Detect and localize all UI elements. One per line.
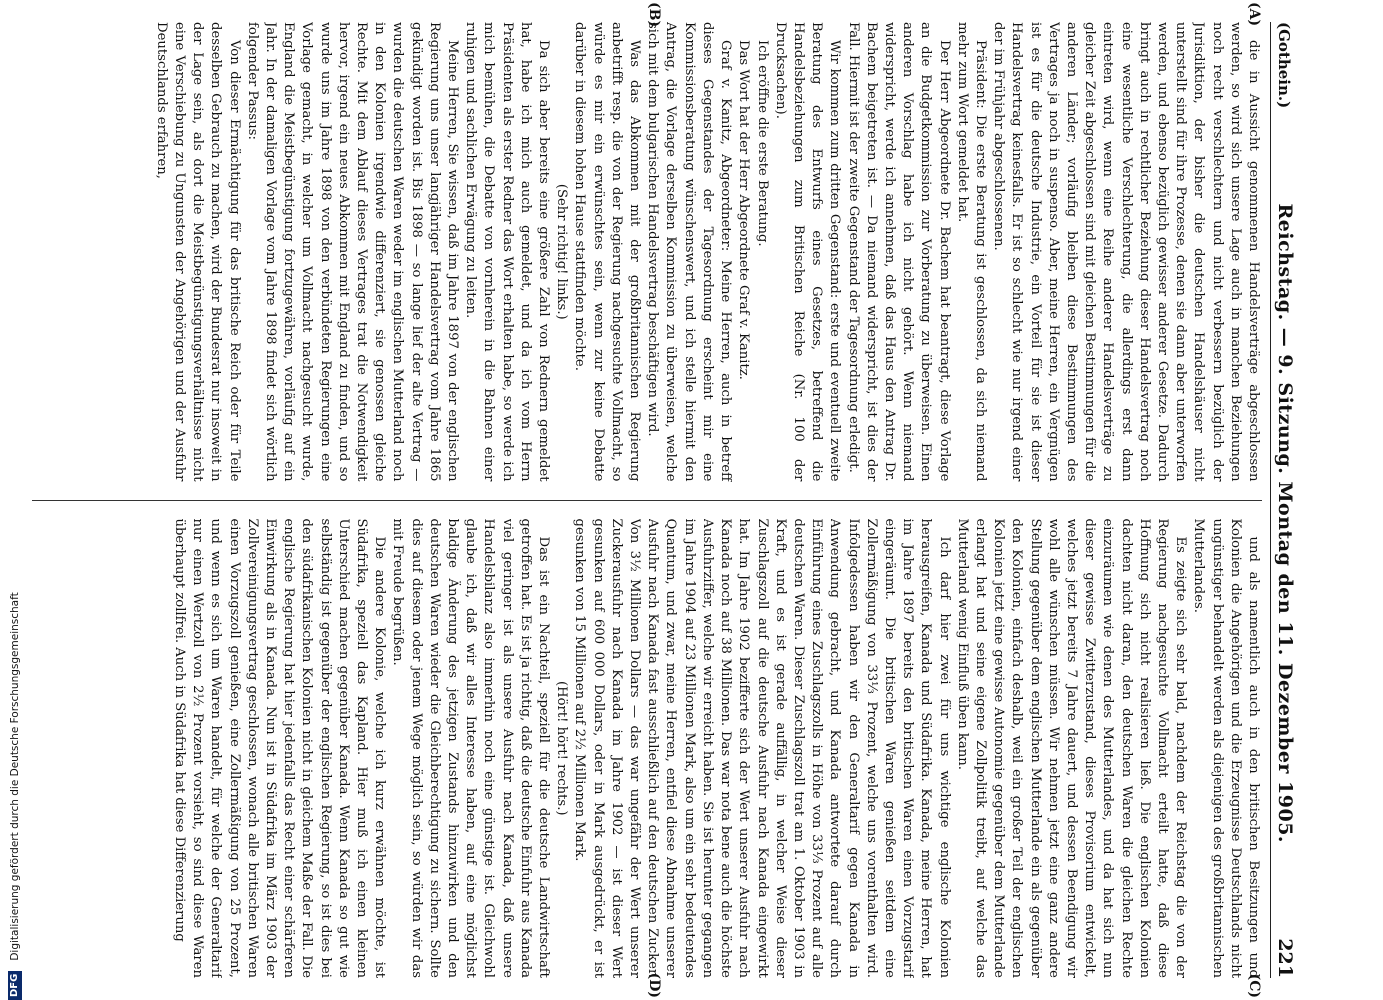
left-column [32, 22, 1262, 482]
left-column-paragraph: Meine Herren, Sie wissen, daß im Jahre 1897 von der englischen Regierung uns unser langjähriger Handelsvertrag vom Jahre 1865 gekündigt worden ist. Bis 1898 — so lange lief der alte Vertrag — wurden die deutschen Waren weder im englischen Mutterland noch in den Kolonien irgendwie differenziert, sie genossen gleiche Rechte. Mit dem Ablauf dieses Vertrages trat die Notwendigkeit hervor, irgend ein neues Abkommen mit England zu finden, und so wurde uns im Jahre 1898 von den verbündeten Regierungen eine Vorlage gemacht, in welcher um Vollmacht nachgesucht wurde, England die Meistbegünstigung fortzugewähren, vorläufig auf ein Jahr. In der damaligen Vorlage vom Jahre 1898 findet sich wörtlich folgender Passus: [244, 22, 461, 482]
right-column-paragraph: Es zeigte sich sehr bald, nachdem der Reichstag die von der Regierung nachgesuchte Vollmacht erteilt hatte, daß diese Hoffnung sich nicht realisieren ließ. Die englischen Kolonien dachten nicht daran, den deutschen Waren die gleichen Rechte einzuräumen wie denen des Mutterlandes, und da hat sich nun dieser gewisse Zwitterzustand, dieses Provisorium entwickelt, welches jetzt bereits 7 Jahre dauert, und dessen Beendigung wir wohl alle wünschen müssen. Wir nehmen jetzt eine ganz andere Stellung gegenüber dem englischen Mutterlande ein als gegenüber den Kolonien, einfach deshalb, weil ein großer Teil der englischen Kolonien jetzt eine gewisse Autonomie gegenüber dem Mutterlande erlangt hat und seine eigene Zollpolitik treibt, auf welche das Mutterland wenig Einfluß üben kann. [954, 518, 1189, 978]
left-column-paragraph: Was das Abkommen mit der großbritannischen Regierung anbetrifft resp. die von der Regierung nachgesuchte Vollmacht, so würde es mir ein erwünschtes sein, wenn zur keine Debatte darüber in diesem hohen Hause stattfinden möchte. [572, 22, 643, 482]
page-title: Reichstag. — 9. Sitzung. Montag den 11. Dezember 1905. [1274, 203, 1296, 844]
right-column-paragraph: und als namentlich auch in den britischen Besitzungen und Kolonien die Angehörigen und die Erzeugnisse Deutschlands nicht ungünstiger behandelt werden als diejenigen des großbritannischen Mutterlandes. [1191, 518, 1261, 978]
document-page [10, 0, 1310, 1000]
dfg-logo: DFG [8, 971, 22, 1000]
left-column-paragraph: Da sich aber bereits eine größere Zahl von Rednern gemeldet hat, habe ich mich auch gemeldet, und da ich vom Herrn Präsidenten als erster Redner das Wort erhalten habe, so werde ich mich bemühen, die Debatte von vornherein in die Bahnen einer ruhigen und sachlichen Erwägung zu leiten. [463, 22, 552, 482]
speaker-label: (Gothein.) [1275, 22, 1293, 109]
footer-text: Digitalisierung gefördert durch die Deutsche Forschungsgemeinschaft [9, 592, 21, 961]
text-columns [32, 2, 1262, 998]
right-column-paragraph: Die andere Kolonie, welche ich kurz erwähnen möchte, ist Südafrika, speziell das Kapland. Hier muß ich einen kleinen Unterschied machen gegenüber Kanada. Wenn Kanada so gut wie selbständig ist gegenüber der englischen Regierung, so ist dies bei den südafrikanischen Kolonien nicht in gleichem Maße der Fall. Die englische Regierung hat hier jedenfalls das Recht einer schärferen Einwirkung als in Kanada. Nun ist in Südafrika im März 1903 der Zollvereinigungsvertrag geschlossen, wonach alle britischen Waren einen Vorzugszoll genießen, eine Zollermäßigung von 25 Prozent, und wenn es sich um Waren handelt, für welche der Generaltarif nur einen Wertzoll von 2½ Prozent vorsieht, so sind diese Waren überhaupt zollfrei. Auch in Südafrika hat diese Differenzierung [172, 518, 388, 978]
page-header [1270, 22, 1296, 978]
left-column-paragraph: die in Aussicht genommenen Handelsverträge abgeschlossen werden, so wird sich unsere Lage auch in manchen Beziehungen noch recht verschlechtern und nicht verbessern bezüglich der Jurisdiktion, der bisher die deutschen Handelshäuser nicht unterstellt sind für ihre Prozesse, denen sie dann aber unterworfen werden, und ebenso bezüglich gewisser anderer Gesetze. Dadurch bringt auch in rechtlicher Beziehung dieser Handelsvertrag noch eine wesentliche Verschlechterung, die allerdings erst dann eintreten wird, wenn eine Reihe anderer Handelsverträge zu gleicher Zeit abgeschlossen sind mit gleichen Bestimmungen für die anderen Länder; vorläufig bleiben diese Bestimmungen des Vertrages ja noch in suspenso. Aber, meine Herren, ein Vergnügen ist es für die deutsche Industrie, ein Vorteil für sie ist dieser Handelsvertrag keinesfalls. Er ist so schlecht wie nur irgend einer der im Frühjahr abgeschlossenen. [991, 22, 1261, 482]
left-column-paragraph: Wir kommen zum dritten Gegenstand: erste und eventuell zweite Beratung des Entwurfs eines Gesetzes, betreffend die Handelsbeziehungen zum Britischen Reiche (Nr. 100 der Drucksachen). [772, 22, 843, 482]
page-number: 221 [1274, 938, 1296, 978]
right-column-paragraph: Ich darf hier zwei für uns wichtige englische Kolonien herausgreifen, Kanada und Südafrika. Kanada, meine Herren, hat im Jahre 1897 bereits den britischen Waren einen Vorzugstarif eingeräumt. Die britischen Waren genießen seitdem eine Zollermäßigung von 33⅓ Prozent, welche uns vorenthalten wird. Infolgedessen haben wir den Generaltarif gegen Kanada in Anwendung gebracht, und Kanada antwortete darauf durch Einführung eines Zuschlagszolls in Höhe von 33⅓ Prozent auf alle deutschen Waren. Dieser Zuschlagszoll trat am 1. Oktober 1903 in Kraft, und es ist gerade auffällig, in welcher Weise dieser Zuschlagszoll auf die deutsche Ausfuhr nach Kanada eingewirkt hat. Im Jahre 1902 bezifferte sich der Wert unserer Ausfuhr nach Kanada noch auf 38 Millionen. Das war nota bene auch die höchste Ausfuhrziffer, welche wir erreicht haben. Sie ist herunter gegangen im Jahre 1904 auf 23 Millionen Mark, also um ein sehr bedeutendes Quantum, und zwar, meine Herren, entfiel diese Abnahme unserer Ausfuhr nach Kanada fast ausschließlich auf den deutschen Zucker. Von 3½ Millionen Dollars — das war ungefähr der Wert unserer Zuckerausfuhr nach Kanada im Jahre 1902 — ist dieser Wert gesunken auf 600 000 Dollars, oder in Mark ausgedrückt, er ist gesunken von 15 Millionen auf 2½ Millionen Mark. [572, 518, 952, 978]
column-divider [32, 500, 1262, 501]
right-column-paragraph: (Hört! hört! rechts.) [554, 680, 570, 816]
left-column-paragraph: Das Wort hat der Herr Abgeordnete Graf v. Kanitz. [736, 40, 752, 380]
digitization-footer [4, 0, 26, 1000]
right-column-paragraph: Das ist ein Nachteil, speziell für die deutsche Landwirtschaft getroffen hat. Es ist ja richtig, daß die deutsche Einfuhr aus Kanada viel geringer ist als unsere Ausfuhr nach Kanada, daß unsere Handelsbilanz also immerhin noch eine günstige ist. Gleichwohl glaube ich, daß wir alles Interesse haben, auf eine möglichst baldige Änderung des jetzigen Zustands hinzuwirken und den deutschen Waren wieder die Gleichberechtigung zu sichern. Sollte dies auf diesem oder jenem Wege möglich sein, so würden wir das mit Freude begrüßen. [390, 518, 552, 978]
left-column-paragraph: (Sehr richtig! links.) [554, 183, 570, 320]
left-column-paragraph: Ich eröffne die erste Beratung. [754, 40, 770, 247]
margin-mark-c: (C) [1246, 973, 1262, 998]
margin-mark-b: (B) [646, 2, 662, 28]
left-column-paragraph: Der Herr Abgeordnete Dr. Bachem hat beantragt, diese Vorlage an die Budgetkommission zur Vorberatung zu überweisen. Einen anderen Vorschlag habe ich nicht gehört. Wenn niemand widerspricht, werde ich annehmen, daß das Haus den Antrag Dr. Bachem beigetreten ist. — Da niemand widerspricht, ist dies der Fall. Hiermit ist der zweite Gegenstand der Tagesordnung erledigt. [845, 22, 952, 482]
left-column-paragraph: Graf v. Kanitz, Abgeordneter: Meine Herren, auch in betreff dieses Gegenstandes der Tagesordnung erscheint mir eine Kommissionsberatung wünschenswert, und ich stelle hiermit den Antrag, die Vorlage derselben Kommission zu überweisen, welche sich mit dem bulgarischen Handelsvertrag beschäftigen wird. [645, 22, 734, 482]
left-column-paragraph: Präsident: Die erste Beratung ist geschlossen, da sich niemand mehr zum Wort gemeldet hat. [954, 22, 988, 482]
margin-mark-a: (A) [1246, 2, 1262, 27]
margin-mark-d: (D) [646, 972, 662, 998]
right-column [32, 519, 1262, 979]
left-column-paragraph: Von dieser Ermächtigung für das britische Reich oder für Teile desselben Gebrauch zu machen, wird der Bundesrat nur insoweit in der Lage sein, als dort die Meistbegünstigungsverhältnisse nicht eine Verschiebung zu Ungunsten der Angehörigen und der Ausfuhr Deutschlands erfahren, [153, 22, 242, 482]
